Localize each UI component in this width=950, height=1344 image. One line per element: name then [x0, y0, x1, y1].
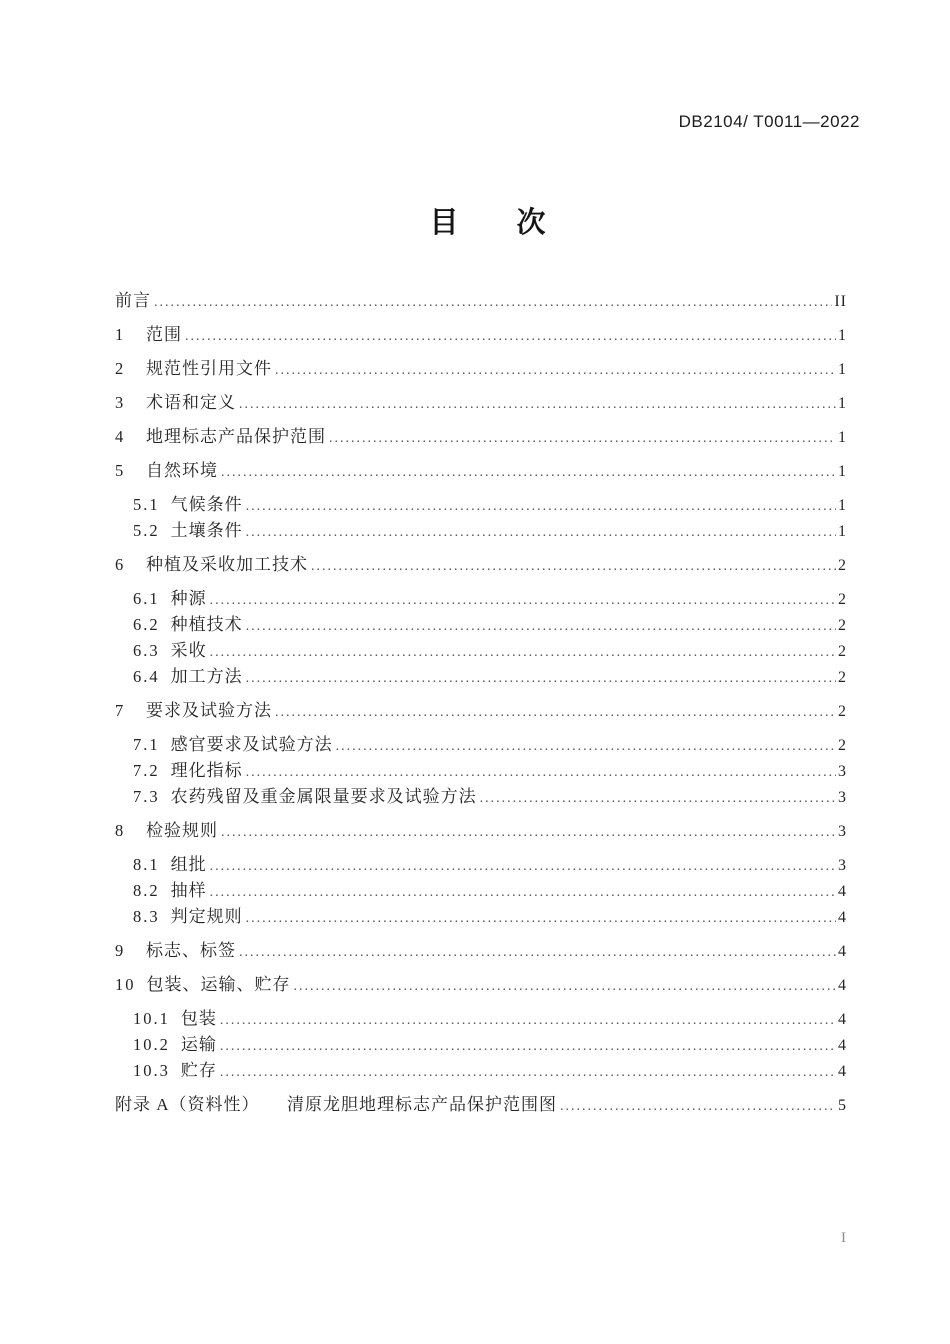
toc-entry-number: 6: [115, 555, 126, 574]
toc-entry: [115, 639, 847, 665]
toc-entry-number: 10.1: [133, 1009, 170, 1028]
toc-entry-number: 8: [115, 821, 126, 840]
toc-entry: [115, 613, 847, 639]
toc-entry-number: 5.1: [133, 495, 160, 514]
toc-entry-number: 10.2: [133, 1035, 170, 1054]
toc-entry-label: 地理标志产品保护范围: [146, 427, 326, 446]
toc-leader-dots: [210, 879, 836, 905]
toc-leader-dots: [246, 905, 836, 931]
toc-entry: [115, 785, 847, 811]
toc-entry-label: 附录 A（资料性） 清原龙胆地理标志产品保护范围图: [115, 1095, 558, 1114]
toc-entry: [115, 759, 847, 785]
toc-entry-page: 4: [838, 883, 847, 900]
toc-entry-label: 采收: [170, 641, 207, 660]
toc-entry: [115, 1007, 847, 1033]
toc-entry: [115, 1059, 847, 1085]
toc-entry-number: 7.3: [133, 787, 160, 806]
toc-entry: [115, 879, 847, 905]
toc-entry-page: 1: [838, 463, 847, 480]
toc-entry: [115, 939, 847, 965]
toc-entry-page: 4: [838, 1037, 847, 1054]
standard-code: DB2104/ T0011—2022: [678, 112, 860, 131]
toc-leader-dots: [210, 853, 836, 879]
toc-entry-page: 2: [838, 557, 847, 574]
toc-entry-page: 1: [838, 361, 847, 378]
toc-leader-dots: [239, 391, 836, 417]
toc-leader-dots: [246, 665, 836, 691]
toc-entry-page: 2: [838, 643, 847, 660]
toc-entry-label: 加工方法: [170, 667, 243, 686]
toc-entry-label: 种植技术: [170, 615, 243, 634]
toc-entry-label: 运输: [180, 1035, 217, 1054]
toc-entry-number: 3: [115, 393, 126, 412]
toc-leader-dots: [239, 939, 836, 965]
toc-leader-dots: [336, 733, 836, 759]
toc-entry-page: 1: [838, 523, 847, 540]
toc-entry: [115, 391, 847, 417]
toc-entry-label: 感官要求及试验方法: [170, 735, 333, 754]
toc-leader-dots: [560, 1093, 836, 1119]
toc-entry: [115, 905, 847, 931]
toc-entry-label: 判定规则: [170, 907, 243, 926]
toc-entry: [115, 699, 847, 725]
toc-entry-number: 6.4: [133, 667, 160, 686]
toc-entry-number: 8.1: [133, 855, 160, 874]
toc-entry: [115, 1033, 847, 1059]
toc-entry-number: 6.1: [133, 589, 160, 608]
toc-entry-page: 4: [838, 977, 847, 994]
toc-entry-page: 3: [838, 823, 847, 840]
toc-leader-dots: [221, 459, 836, 485]
toc-leader-dots: [246, 759, 836, 785]
toc-entry: [115, 665, 847, 691]
toc-entry-label: 贮存: [180, 1061, 217, 1080]
toc-leader-dots: [220, 1059, 836, 1085]
toc-leader-dots: [294, 973, 837, 999]
toc-entry-label: 组批: [170, 855, 207, 874]
toc-entry-number: 1: [115, 325, 126, 344]
toc-entry: [115, 973, 847, 999]
toc-leader-dots: [220, 1033, 836, 1059]
toc-entry-number: 2: [115, 359, 126, 378]
toc-entry-label: 检验规则: [146, 821, 218, 840]
toc-entry: [115, 425, 847, 451]
toc-entry-page: 3: [838, 763, 847, 780]
toc-entry-page: 2: [838, 669, 847, 686]
toc-entry-number: 5.2: [133, 521, 160, 540]
toc-leader-dots: [480, 785, 836, 811]
toc-entry-page: 1: [838, 497, 847, 514]
toc-entry-label: 包装: [180, 1009, 217, 1028]
toc-entry-label: 范围: [146, 325, 182, 344]
toc-leader-dots: [246, 519, 836, 545]
toc-entry: [115, 323, 847, 349]
toc-entry-page: 4: [838, 943, 847, 960]
toc-entry-label: 前言: [115, 291, 151, 310]
toc-entry: [115, 587, 847, 613]
toc-leader-dots: [311, 553, 836, 579]
toc-entry: [115, 289, 847, 315]
toc-entry-number: 7.1: [133, 735, 160, 754]
toc-entry-page: 1: [838, 395, 847, 412]
toc-entry: [115, 459, 847, 485]
toc-entry-page: 2: [838, 737, 847, 754]
toc-entry-number: 8.2: [133, 881, 160, 900]
toc-entry-number: 10: [115, 975, 136, 994]
toc-entry-number: 4: [115, 427, 126, 446]
toc-entry-label: 术语和定义: [146, 393, 236, 412]
toc-entry-label: 包装、运输、贮存: [146, 975, 291, 994]
toc-entry: [115, 853, 847, 879]
toc-entry-number: 10.3: [133, 1061, 170, 1080]
toc-entry-number: 6.2: [133, 615, 160, 634]
toc-entry: [115, 733, 847, 759]
toc-entry-page: 5: [838, 1097, 847, 1114]
page-title: 目 次: [429, 207, 546, 239]
toc-leader-dots: [210, 587, 836, 613]
toc-entry-page: 3: [838, 789, 847, 806]
toc-leader-dots: [246, 493, 836, 519]
toc-leader-dots: [220, 1007, 836, 1033]
toc-entry: [115, 493, 847, 519]
toc-entry-number: 9: [115, 941, 126, 960]
toc-entry-label: 种植及采收加工技术: [146, 555, 308, 574]
toc-entry-label: 农药残留及重金属限量要求及试验方法: [170, 787, 477, 806]
toc-entry-label: 土壤条件: [170, 521, 243, 540]
toc-entry-number: 7: [115, 701, 126, 720]
toc-entry-number: 7.2: [133, 761, 160, 780]
toc-list: [115, 285, 847, 1119]
toc-leader-dots: [246, 613, 836, 639]
toc-entry-page: 2: [838, 591, 847, 608]
toc-entry-page: 4: [838, 1063, 847, 1080]
toc-entry: [115, 1093, 847, 1119]
toc-entry-label: 抽样: [170, 881, 207, 900]
toc-entry-page: 2: [838, 703, 847, 720]
toc-leader-dots: [275, 699, 836, 725]
toc-entry-page: 4: [838, 909, 847, 926]
toc-entry-label: 标志、标签: [146, 941, 236, 960]
toc-entry-label: 种源: [170, 589, 207, 608]
toc-entry-page: II: [834, 293, 847, 310]
toc-entry-page: 3: [838, 857, 847, 874]
toc-leader-dots: [329, 425, 836, 451]
toc-entry-label: 自然环境: [146, 461, 218, 480]
toc-entry-label: 理化指标: [170, 761, 243, 780]
toc-entry-number: 6.3: [133, 641, 160, 660]
toc-entry: [115, 819, 847, 845]
toc-leader-dots: [185, 323, 836, 349]
toc-entry-page: 1: [838, 327, 847, 344]
toc-entry-label: 气候条件: [170, 495, 243, 514]
toc-entry: [115, 519, 847, 545]
toc-entry: [115, 553, 847, 579]
toc-leader-dots: [221, 819, 836, 845]
footer-page-number: I: [841, 1230, 847, 1246]
toc-entry-page: 2: [838, 617, 847, 634]
toc-entry-page: 4: [838, 1011, 847, 1028]
toc-leader-dots: [275, 357, 836, 383]
toc-entry-label: 要求及试验方法: [146, 701, 272, 720]
toc-leader-dots: [210, 639, 836, 665]
toc-entry-number: 8.3: [133, 907, 160, 926]
toc-entry-number: 5: [115, 461, 126, 480]
toc-entry-label: 规范性引用文件: [146, 359, 272, 378]
toc-leader-dots: [154, 289, 832, 315]
toc-entry: [115, 357, 847, 383]
toc-entry-page: 1: [838, 429, 847, 446]
